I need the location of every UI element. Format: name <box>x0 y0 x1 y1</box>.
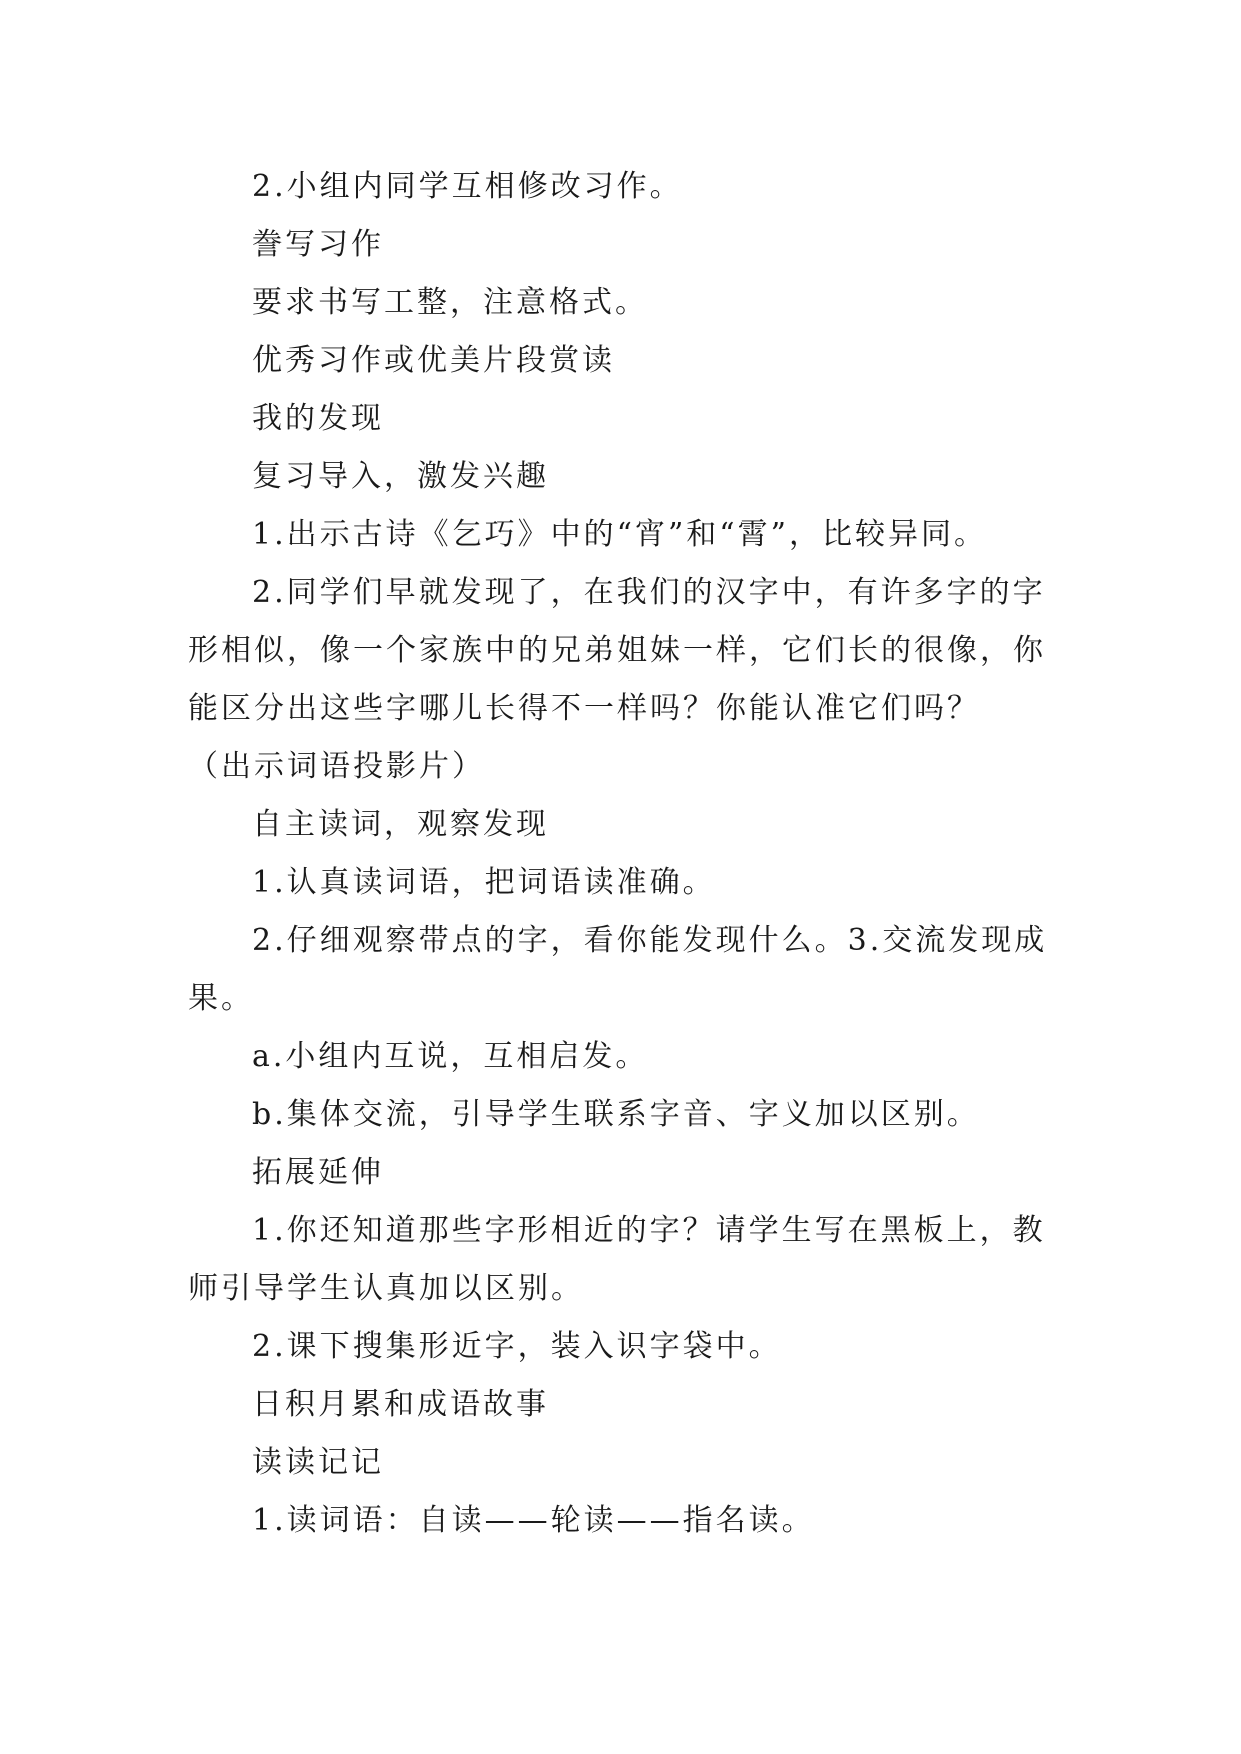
section-heading: 复习导入，激发兴趣 <box>252 459 549 494</box>
paragraph: 1.你还知道那些字形相近的字？请学生写在黑板上，教师引导学生认真加以区别。 <box>188 1213 1046 1306</box>
paragraph: 2.仔细观察带点的字，看你能发现什么。3.交流发现成果。 <box>188 923 1048 1016</box>
paragraph: 要求书写工整，注意格式。 <box>252 285 648 320</box>
paragraph: b.集体交流，引导学生联系字音、字义加以区别。 <box>252 1097 980 1132</box>
paragraph: 2.课下搜集形近字，装入识字袋中。 <box>252 1329 782 1364</box>
paragraph: 1.出示古诗《乞巧》中的“宵”和“霄”，比较异同。 <box>252 517 987 552</box>
document-body <box>188 158 1058 1550</box>
section-heading: 拓展延伸 <box>252 1155 384 1190</box>
paragraph: （出示词语投影片） <box>188 749 485 784</box>
section-heading: 日积月累和成语故事 <box>252 1387 549 1422</box>
paragraph: 2.小组内同学互相修改习作。 <box>252 169 683 204</box>
section-heading: 誊写习作 <box>252 227 384 262</box>
paragraph: a.小组内互说，互相启发。 <box>252 1039 649 1074</box>
section-heading: 优秀习作或优美片段赏读 <box>252 343 615 378</box>
paragraph: 1.认真读词语，把词语读准确。 <box>252 865 716 900</box>
section-heading: 自主读词，观察发现 <box>252 807 549 842</box>
paragraph: 2.同学们早就发现了，在我们的汉字中，有许多字的字形相似，像一个家族中的兄弟姐妹一样，它们长的很像，你能区分出这些字哪儿长得不一样吗？你能认准它们吗？ <box>188 575 1046 726</box>
section-heading: 我的发现 <box>252 401 384 436</box>
paragraph: 1.读词语：自读——轮读——指名读。 <box>252 1503 815 1538</box>
section-heading: 读读记记 <box>252 1445 384 1480</box>
